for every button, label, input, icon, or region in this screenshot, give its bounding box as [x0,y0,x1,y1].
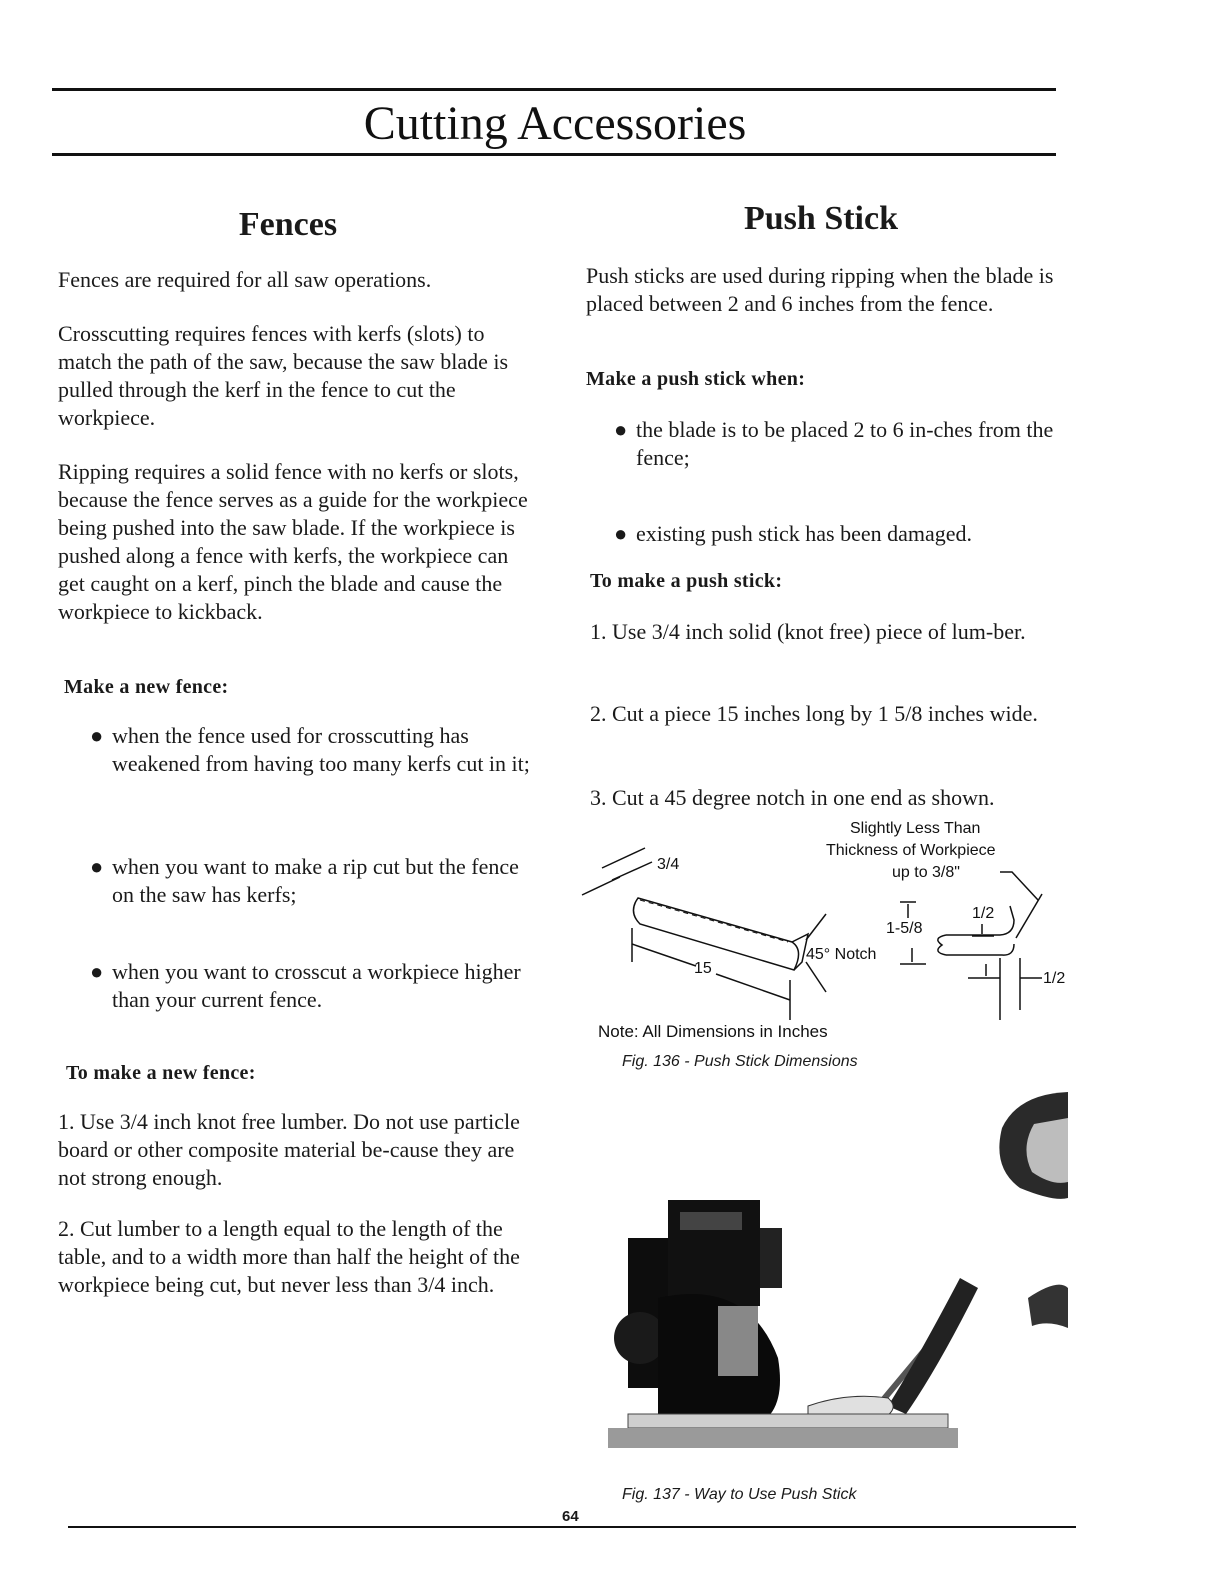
footer-rule [68,1526,1076,1528]
label-notch: 45° Notch [806,946,877,963]
label-half-top: 1/2 [972,905,995,922]
figure-note: Note: All Dimensions in Inches [598,1022,828,1041]
figure-137-caption: Fig. 137 - Way to Use Push Stick [622,1486,857,1503]
push-step-3: 3. Cut a 45 degree notch in one end as shown. [590,785,995,810]
label-thickness: Thickness of Workpiece [826,842,996,859]
to-make-fence-heading: To make a new fence: [66,1062,256,1084]
make-new-fence-heading: Make a new fence: [64,676,229,698]
push-stick-intro: Push sticks are used during ripping when the blade is placed between 2 and 6 inches from the fence. [586,263,1054,316]
bullet-dot: ● [614,521,628,546]
bullet-text: the blade is to be placed 2 to 6 in-ches from the fence; [636,417,1054,470]
page-number: 64 [562,1508,579,1525]
make-push-stick-heading: Make a push stick when: [586,368,806,390]
bullet-dot: ● [614,417,628,442]
fence-step-2: 2. Cut lumber to a length equal to the length of the table, and to a width more than half the height of the workpiece being cut, but never less than 3/4 inch. [58,1216,520,1297]
label-one-five-eighths: 1-5/8 [886,920,923,937]
to-make-push-stick-heading: To make a push stick: [590,570,783,592]
header-rule-top [52,88,1056,91]
push-bullet-2 [614,520,1076,548]
push-step-2: 2. Cut a piece 15 inches long by 1 5/8 inches wide. [590,701,1038,726]
fence-bullet-3 [90,958,522,1014]
page-title: Cutting Accessories [363,97,747,150]
fence-step-1: 1. Use 3/4 inch knot free lumber. Do not use particle board or other composite material be-cause they are not strong enough. [58,1109,520,1190]
fence-bullet-1 [90,722,532,778]
bullet-text: when the fence used for crosscutting has weakened from having too many kerfs cut in it; [112,723,530,776]
fences-heading: Fences [238,206,338,243]
fences-ripping-text: Ripping requires a solid fence with no kerfs or slots, because the fence serves as a guide for the workpiece being pushed into the saw blade. If the workpiece is pushed along a fence with kerfs, the workpiece can get caught on a kerf, pinch the blade and cause the workpiece to kickback. [58,459,528,624]
bullet-text: when you want to make a rip cut but the fence on the saw has kerfs; [112,854,519,907]
bullet-dot: ● [90,723,104,748]
header-rule-bottom [52,153,1056,156]
bullet-text: when you want to crosscut a workpiece higher than your current fence. [112,959,521,1012]
figure-136-caption: Fig. 136 - Push Stick Dimensions [622,1053,858,1070]
label-slightly-less: Slightly Less Than [850,820,981,837]
label-up-to: up to 3/8" [892,864,960,881]
bullet-dot: ● [90,854,104,879]
push-step-1: 1. Use 3/4 inch solid (knot free) piece of lum-ber. [590,619,1026,644]
bullet-text: existing push stick has been damaged. [636,521,973,546]
label-three-quarter: 3/4 [657,856,680,873]
fences-crosscutting-text: Crosscutting requires fences with kerfs (slots) to match the path of the saw, because the saw blade is pulled through the kerf in the fence to cut the workpiece. [58,321,509,430]
fences-intro: Fences are required for all saw operations. [58,267,432,292]
label-fifteen: 15 [694,960,712,977]
label-half-right: 1/2 [1043,970,1066,987]
bullet-dot: ● [90,959,104,984]
fence-bullet-2 [90,853,532,909]
push-bullet-1 [614,416,1056,472]
push-stick-heading: Push Stick [744,200,898,237]
push-stick-usage-photo [588,1088,1068,1460]
